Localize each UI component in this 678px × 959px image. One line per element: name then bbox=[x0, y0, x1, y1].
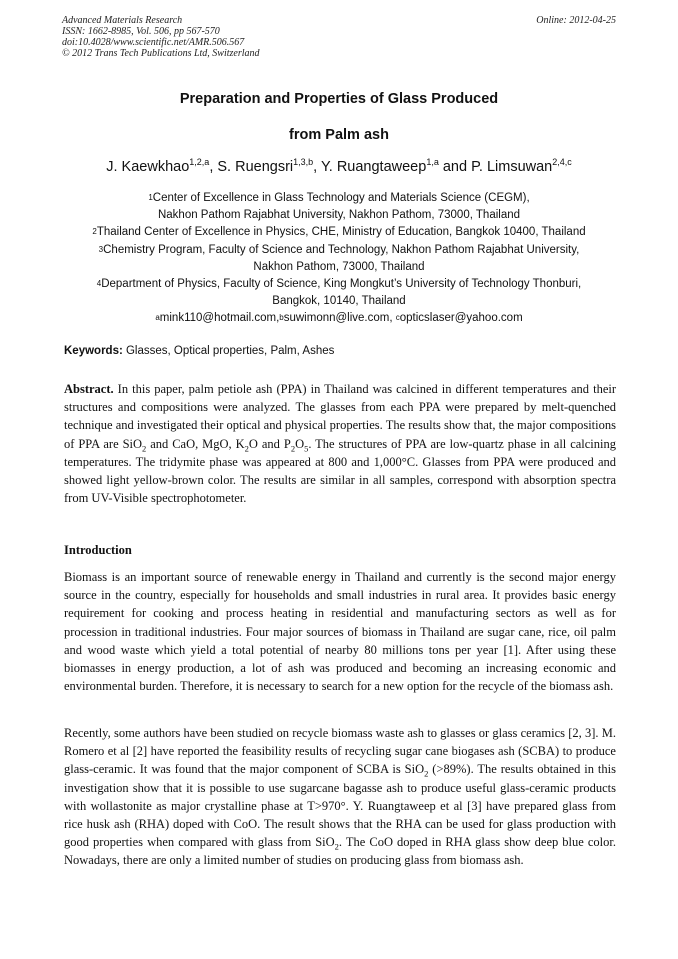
abstract-label: Abstract. bbox=[64, 382, 114, 396]
subscript: 2 bbox=[290, 443, 296, 454]
author bbox=[471, 159, 572, 175]
author-affiliation-marker: 1,2,a bbox=[189, 157, 210, 167]
author-name: S. Ruengsri bbox=[217, 159, 294, 175]
abstract-paragraph bbox=[64, 380, 616, 507]
email-c: opticslaser@yahoo.com bbox=[399, 312, 523, 325]
keywords-text: Glasses, Optical properties, Palm, Ashes bbox=[122, 345, 335, 357]
abstract-text: O bbox=[295, 436, 305, 451]
subscript: 2 bbox=[334, 841, 339, 852]
subscript: 5 bbox=[304, 443, 309, 454]
affiliation-number: 4 bbox=[96, 279, 102, 289]
copyright-line: © 2012 Trans Tech Publications Ltd, Switzerland bbox=[62, 48, 260, 59]
affiliation-text: Department of Physics, Faculty of Science, King Mongkut’s University of Technology Thonburi, bbox=[101, 278, 582, 291]
email-b: suwimonn@live.com, bbox=[283, 312, 396, 325]
affiliation-text: Thailand Center of Excellence in Physics, CHE, Ministry of Education, Bangkok 10400, Thailand bbox=[96, 226, 586, 239]
affiliation-1 bbox=[40, 190, 638, 207]
paragraph-text: Recently, some authors have been studied on recycle biomass waste ash to glasses or glass ceramics [2, 3]. M. Romero et al [2] have reported the feasibility results of recycling sugar cane biogases ash (SCBA) to produce glass-ceramic. It was found that the major component of SCBA is SiO bbox=[64, 726, 616, 777]
affiliation-4-cont: Bangkok, 10140, Thailand bbox=[272, 295, 406, 308]
paragraph-text: . The CoO doped in RHA glass show deep blue color. Nowadays, there are only a limited number of studies on producing glass from biomass ash. bbox=[64, 835, 616, 868]
author-name: Y. Ruangtaweep bbox=[320, 159, 427, 175]
paper-title-line-1: Preparation and Properties of Glass Produced bbox=[179, 91, 499, 107]
affiliation-block bbox=[40, 190, 638, 328]
journal-header bbox=[62, 15, 616, 59]
paragraph-text: (>89%). The results obtained in this investigation show that it is possible to use sugarcane bagasse ash to produce useful glass-ceramic products with wollastonite as major crystalline phase at T>970°. Y. Ruangtaweep et al [3] have prepared glass from rice husk ash (RHA) doped with CoO. The result shows that the RHA can be used for glass production with good properties when compared with glass from SiO bbox=[64, 762, 616, 850]
keywords-label: Keywords: bbox=[64, 345, 123, 357]
abstract-text: O and P bbox=[248, 436, 291, 451]
journal-name: Advanced Materials Research bbox=[62, 15, 183, 26]
introduction-paragraph-2 bbox=[64, 724, 616, 870]
author-name: P. Limsuwan bbox=[471, 159, 553, 175]
author bbox=[217, 159, 313, 175]
abstract-text: In this paper, palm petiole ash (PPA) in Thailand was calcined in different temperatures and their structures and compositions were analyzed. The glasses from each PPA were prepared by melt-quenched technique and investigated their optical and physical properties. The results show that, the major compositions of PPA are SiO bbox=[64, 382, 616, 451]
abstract-text: and CaO, MgO, K bbox=[146, 436, 245, 451]
email-a: mink110@hotmail.com, bbox=[159, 312, 280, 325]
email-line bbox=[40, 310, 638, 327]
author-list bbox=[40, 159, 638, 175]
email-marker: a bbox=[155, 313, 160, 323]
author-separator: and bbox=[438, 159, 472, 175]
author-separator: , bbox=[209, 159, 218, 175]
online-date: Online: 2012-04-25 bbox=[536, 15, 616, 26]
introduction-paragraph-1: Biomass is an important source of renewable energy in Thailand and currently is the second major energy source in the country, especially for households and small industries in rural area. It provides basic energy requirement for cooking and process heating in residential and manufacturing sectors as well as for procession in traditional industries. Four major sources of biomass in Thailand are sugar cane, rice, oil palm and wood waste which yield a total potential of nearby 80 millions tons per year [1]. After using these biomasses in energy production, a lot of ash was produced and becoming an increasing economic and environmental burden. Therefore, it is necessary to search for a new option for the recycle of the biomass ash. bbox=[64, 570, 616, 694]
author bbox=[106, 159, 209, 175]
affiliation-number: 3 bbox=[98, 244, 104, 254]
affiliation-number: 2 bbox=[92, 227, 97, 237]
affiliation-4 bbox=[40, 276, 638, 293]
affiliation-text: Chemistry Program, Faculty of Science and Technology, Nakhon Pathom Rajabhat University, bbox=[103, 243, 580, 256]
author-affiliation-marker: 2,4,c bbox=[552, 157, 572, 167]
affiliation-text: Center of Excellence in Glass Technology and Materials Science (CEGM), bbox=[152, 192, 530, 204]
email-marker: c bbox=[395, 313, 400, 323]
subscript: 2 bbox=[244, 443, 249, 454]
author-affiliation-marker: 1,a bbox=[426, 157, 439, 167]
subscript: 2 bbox=[424, 768, 429, 779]
author-separator: , bbox=[313, 159, 321, 175]
abstract-text: . The structures of PPA are low-quartz phase in all calcining temperatures. The tridymite phase was appeared at 800 and 1,000°C. Glasses from PPA were produced and showed light yellow-brown color. The results are similar in all samples, correspond with absorption spectra from UV-Visible spectrophotometer. bbox=[64, 436, 617, 506]
paper-title-line-2: from Palm ash bbox=[289, 127, 389, 143]
section-heading-introduction: Introduction bbox=[64, 543, 132, 557]
affiliation-2 bbox=[40, 224, 638, 241]
email-marker: b bbox=[279, 313, 284, 323]
keywords-line bbox=[64, 345, 616, 357]
affiliation-1-cont: Nakhon Pathom Rajabhat University, Nakhon Pathom, 73000, Thailand bbox=[157, 209, 521, 222]
subscript: 2 bbox=[142, 443, 147, 454]
doi-line: doi:10.4028/www.scientific.net/AMR.506.567 bbox=[62, 37, 245, 48]
affiliation-3 bbox=[40, 242, 638, 259]
author bbox=[321, 159, 439, 175]
author-affiliation-marker: 1,3,b bbox=[293, 157, 314, 167]
issn-line: ISSN: 1662-8985, Vol. 506, pp 567-570 bbox=[62, 26, 220, 37]
affiliation-number: 1 bbox=[148, 193, 153, 202]
author-name: J. Kaewkhao bbox=[106, 159, 190, 175]
affiliation-3-cont: Nakhon Pathom, 73000, Thailand bbox=[253, 260, 425, 273]
